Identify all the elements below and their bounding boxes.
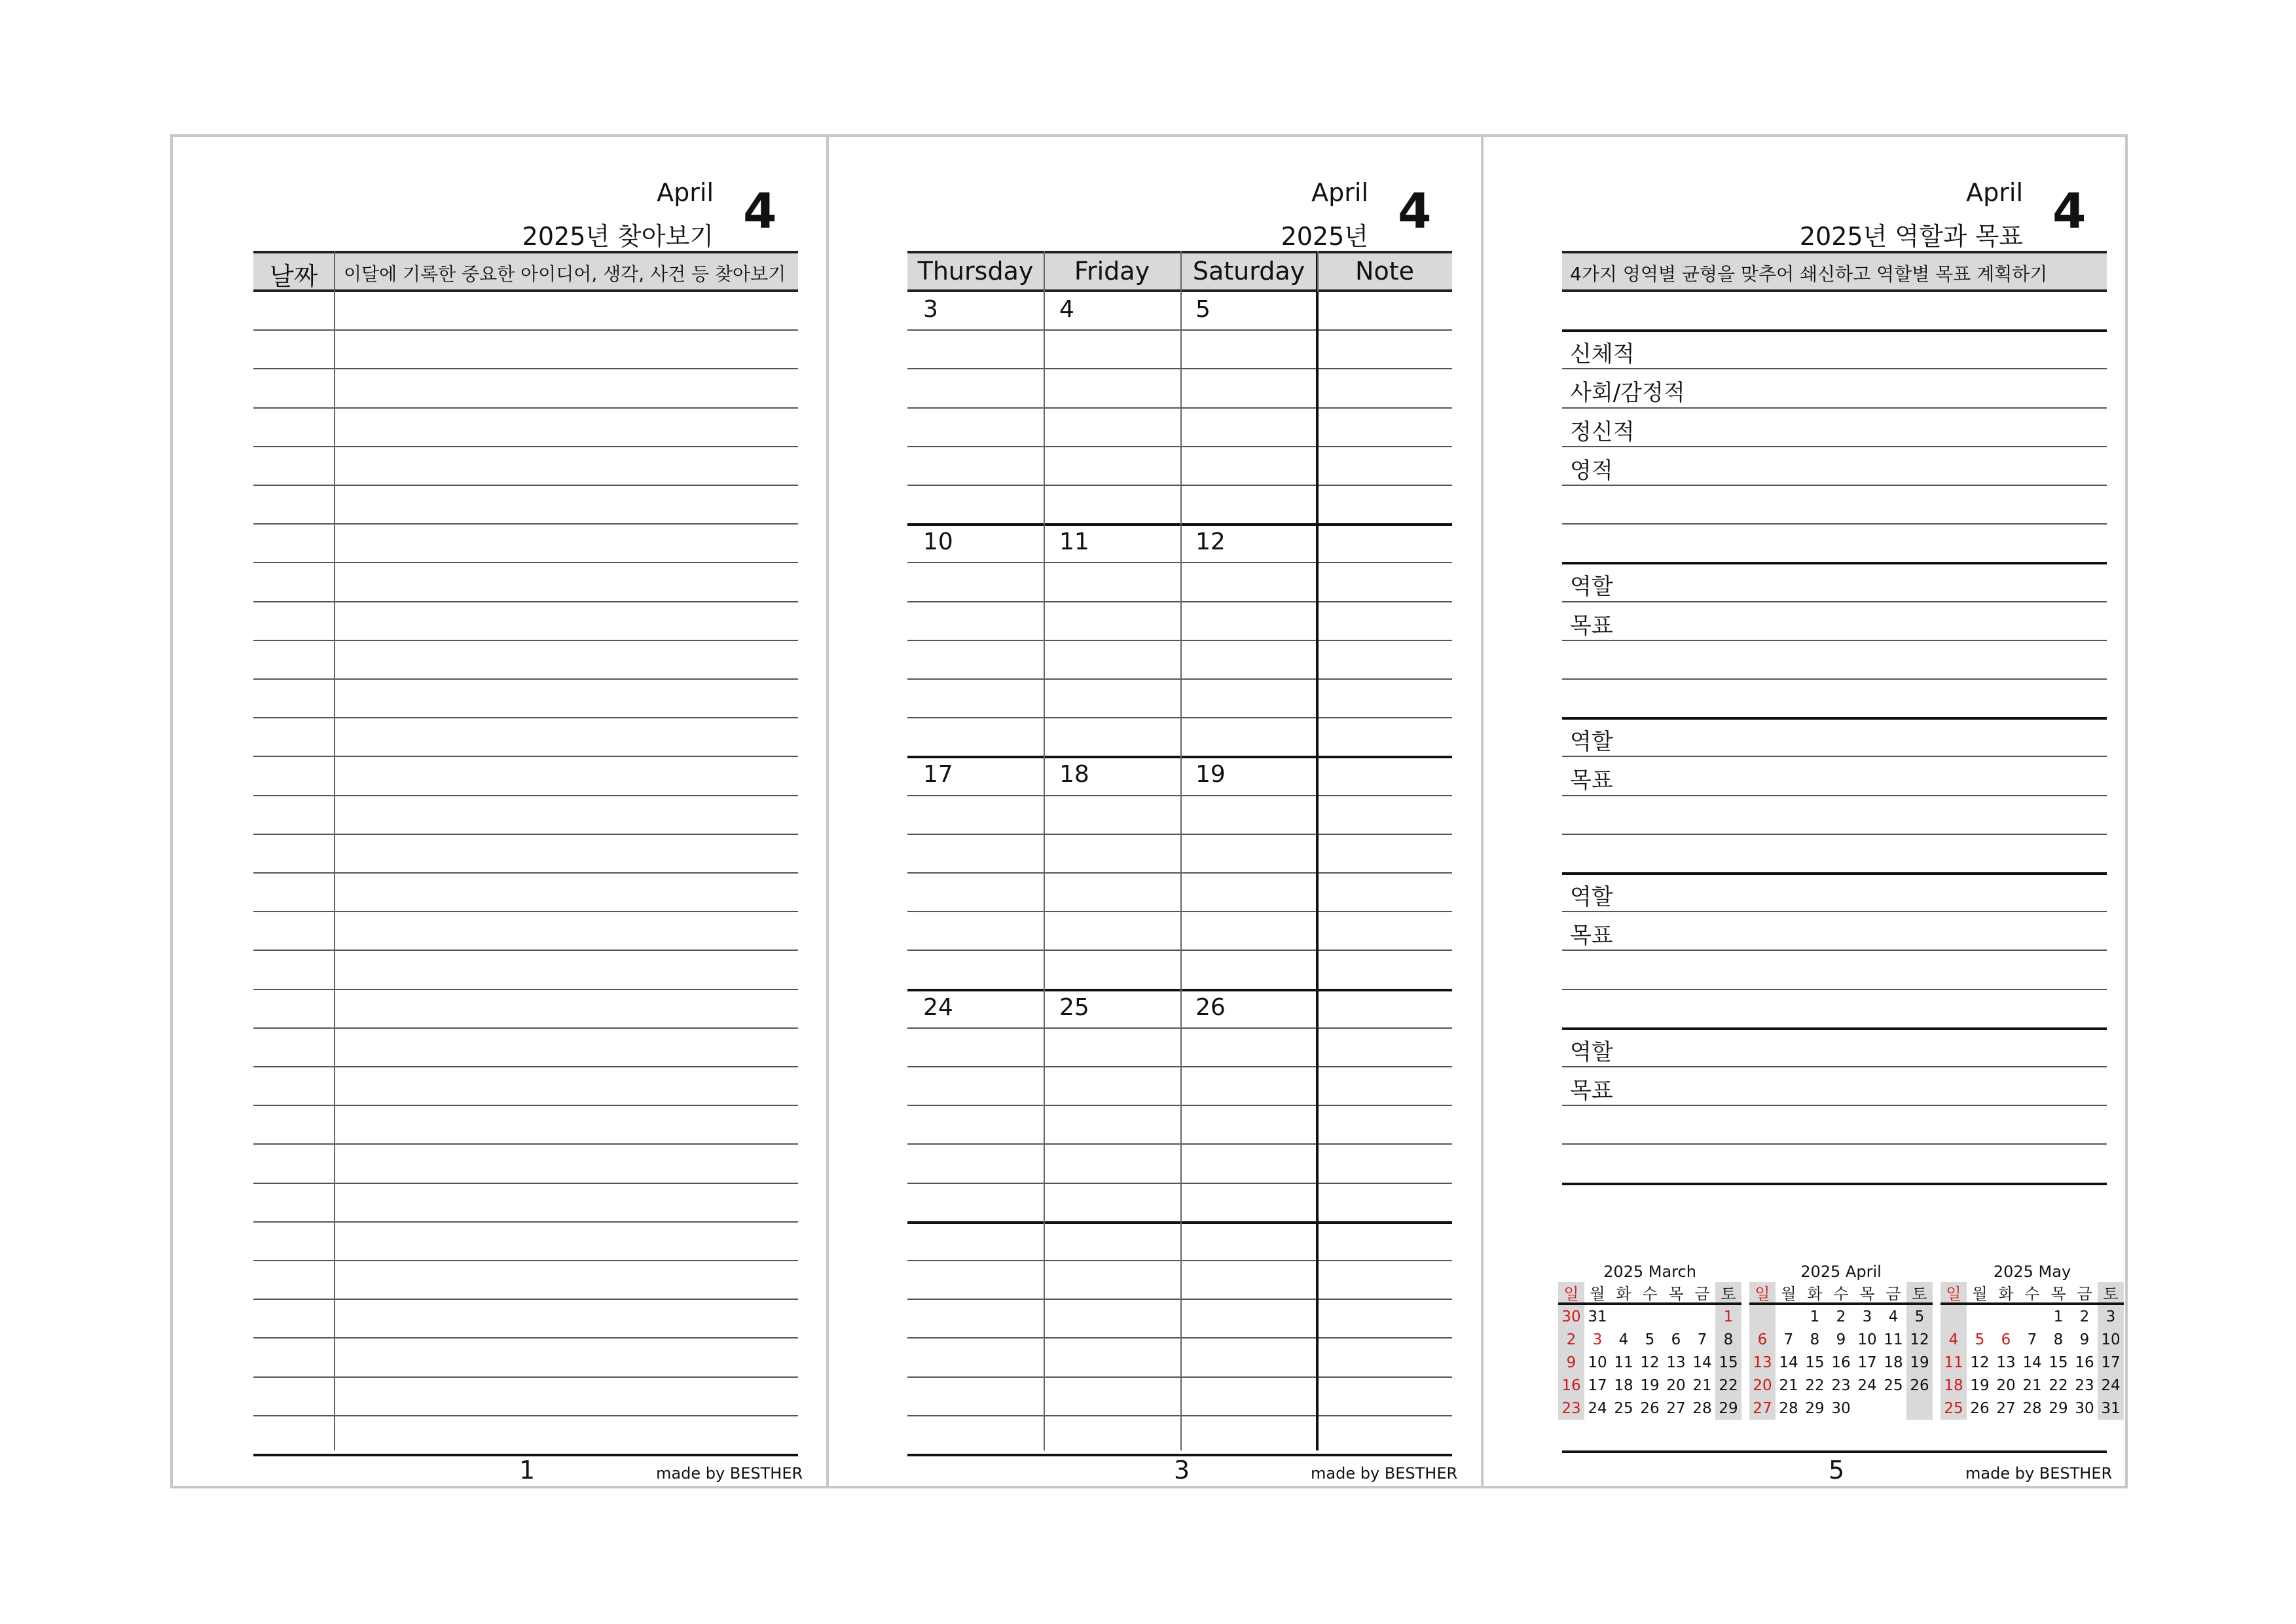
month-name: April <box>1311 178 1368 207</box>
calendar-day: 6 <box>1671 1331 1681 1348</box>
row-line <box>907 601 1452 602</box>
row-line <box>907 407 1452 409</box>
row-line <box>907 1143 1452 1145</box>
calendar-day <box>1967 1305 1993 1328</box>
calendar-day: 4 <box>1888 1308 1899 1325</box>
weekday-label: 월 <box>1584 1282 1611 1305</box>
calendar-day <box>1993 1305 2019 1328</box>
row-line <box>1562 795 2107 796</box>
row-line <box>907 1183 1452 1184</box>
row-line <box>1562 678 2107 680</box>
weekday-header-4: Note <box>1355 257 1414 286</box>
page-title: 2025년 <box>1281 222 1368 251</box>
weekday-label: 수 <box>2019 1282 2045 1305</box>
calendar-day <box>1906 1397 1933 1420</box>
calendar-day: 23 <box>1831 1376 1851 1394</box>
calendar-day: 27 <box>1666 1399 1686 1417</box>
calendar-day <box>1941 1305 1967 1328</box>
calendar-day: 8 <box>1810 1331 1820 1348</box>
row-line <box>907 640 1452 641</box>
calendar-day <box>1776 1305 1802 1328</box>
calendar-day: 16 <box>1558 1374 1584 1397</box>
row-line <box>1562 834 2107 835</box>
page-divider <box>826 134 829 1488</box>
month-name: April <box>1966 178 2023 207</box>
goals-header-text: 4가지 영역별 균형을 맞추어 쇄신하고 역할별 목표 계획하기 <box>1570 263 2048 285</box>
goal-label: 목표 <box>1570 767 1613 794</box>
calendar-day: 31 <box>1588 1308 1607 1325</box>
row-line <box>907 1337 1452 1338</box>
date-number: 11 <box>1059 528 1089 555</box>
calendar-day: 23 <box>1558 1397 1584 1420</box>
calendar-day <box>2019 1305 2045 1328</box>
calendar-day: 6 <box>2001 1331 2011 1348</box>
weekday-label: 일 <box>1558 1282 1584 1305</box>
calendar-day: 23 <box>2075 1376 2094 1394</box>
calendar-day: 27 <box>1749 1397 1776 1420</box>
row-line <box>907 485 1452 486</box>
calendar-day: 7 <box>1783 1331 1794 1348</box>
calendar-day: 16 <box>1831 1354 1851 1371</box>
section-rule <box>1562 717 2107 720</box>
row-line <box>907 1260 1452 1261</box>
row-line <box>1562 601 2107 602</box>
calendar-day: 22 <box>1715 1374 1741 1397</box>
date-number: 4 <box>1059 296 1074 323</box>
mini-calendar-grid <box>1558 1282 1741 1420</box>
calendar-day: 11 <box>1614 1354 1633 1371</box>
goal-label: 목표 <box>1570 613 1613 639</box>
note-column-divider <box>1316 251 1319 1450</box>
row-line <box>1562 1143 2107 1145</box>
calendar-day: 1 <box>2053 1308 2064 1325</box>
calendar-day: 17 <box>1857 1354 1877 1371</box>
date-column-header: 날짜 <box>270 262 318 291</box>
calendar-day: 14 <box>1779 1354 1798 1371</box>
calendar-day: 28 <box>1692 1399 1712 1417</box>
role-label: 역할 <box>1570 574 1613 600</box>
day-column-divider <box>1044 251 1045 1450</box>
row-line <box>907 1066 1452 1067</box>
date-number: 18 <box>1059 761 1089 788</box>
calendar-day: 29 <box>1805 1399 1825 1417</box>
calendar-day: 12 <box>1970 1354 1990 1371</box>
role-label: 역할 <box>1570 884 1613 910</box>
weekday-label: 화 <box>1611 1282 1637 1305</box>
calendar-day: 18 <box>1941 1374 1967 1397</box>
calendar-day: 24 <box>2098 1374 2124 1397</box>
calendar-day: 22 <box>1805 1376 1825 1394</box>
role-label: 역할 <box>1570 1039 1613 1065</box>
mini-calendar-title: 2025 March <box>1603 1263 1696 1281</box>
row-line <box>907 329 1452 331</box>
page-title: 2025년 찾아보기 <box>522 222 714 251</box>
row-line <box>907 1027 1452 1029</box>
row-line <box>907 1376 1452 1378</box>
calendar-day: 7 <box>1697 1331 1707 1348</box>
calendar-day: 15 <box>1805 1354 1825 1371</box>
calendar-day: 27 <box>1996 1399 2016 1417</box>
calendar-day: 26 <box>1640 1399 1660 1417</box>
calendar-day: 6 <box>1749 1328 1776 1351</box>
calendar-day: 13 <box>1996 1354 2016 1371</box>
area-label: 사회/감정적 <box>1570 380 1685 406</box>
calendar-day: 30 <box>1558 1305 1584 1328</box>
calendar-day: 12 <box>1906 1328 1933 1351</box>
weekday-label: 목 <box>1854 1282 1880 1305</box>
calendar-day: 8 <box>2053 1331 2064 1348</box>
mini-calendar-grid <box>1941 1282 2124 1420</box>
weekday-header-3: Saturday <box>1192 257 1305 286</box>
calendar-day: 2 <box>1836 1308 1846 1325</box>
row-line <box>1562 950 2107 951</box>
section-rule <box>1562 329 2107 332</box>
calendar-day: 9 <box>1558 1351 1584 1374</box>
calendar-day: 30 <box>1831 1399 1851 1417</box>
weekday-label: 월 <box>1776 1282 1802 1305</box>
header-divider <box>1317 251 1319 292</box>
made-by: made by BESTHER <box>656 1464 803 1483</box>
bottom-rule <box>1562 1450 2107 1453</box>
weekday-label: 토 <box>1715 1282 1741 1305</box>
page-number: 5 <box>1829 1456 1845 1485</box>
calendar-day: 20 <box>1749 1374 1776 1397</box>
calendar-day: 21 <box>1779 1376 1798 1394</box>
role-label: 역할 <box>1570 729 1613 755</box>
weekday-label: 목 <box>1663 1282 1689 1305</box>
mini-calendar-title: 2025 April <box>1800 1263 1882 1281</box>
weekday-label: 토 <box>2098 1282 2124 1305</box>
month-name: April <box>657 178 714 207</box>
calendar-day: 25 <box>1941 1397 1967 1420</box>
calendar-day: 29 <box>1715 1397 1741 1420</box>
month-number: 4 <box>2052 183 2086 240</box>
row-line <box>1562 485 2107 486</box>
row-line <box>907 950 1452 951</box>
row-line <box>907 1299 1452 1300</box>
row-line <box>1562 523 2107 525</box>
calendar-day: 1 <box>1810 1308 1820 1325</box>
calendar-day: 15 <box>1715 1351 1741 1374</box>
calendar-day <box>1854 1397 1880 1420</box>
calendar-day: 20 <box>1666 1376 1686 1394</box>
calendar-day: 3 <box>1862 1308 1872 1325</box>
calendar-day: 13 <box>1749 1351 1776 1374</box>
date-number: 26 <box>1195 994 1226 1021</box>
calendar-day: 7 <box>2027 1331 2037 1348</box>
week-separator <box>907 989 1452 991</box>
page-number: 3 <box>1174 1456 1190 1485</box>
calendar-day <box>1637 1305 1663 1328</box>
calendar-day: 3 <box>2098 1305 2124 1328</box>
calendar-day: 11 <box>1941 1351 1967 1374</box>
calendar-day: 13 <box>1666 1354 1686 1371</box>
month-number: 4 <box>1398 183 1432 240</box>
weekday-label: 일 <box>1749 1282 1776 1305</box>
calendar-day: 3 <box>1592 1331 1603 1348</box>
row-line <box>907 872 1452 874</box>
calendar-day: 24 <box>1857 1376 1877 1394</box>
section-rule <box>1562 562 2107 564</box>
calendar-day: 5 <box>1906 1305 1933 1328</box>
calendar-day: 25 <box>1614 1399 1633 1417</box>
calendar-day: 20 <box>1996 1376 2016 1394</box>
calendar-day: 2 <box>1558 1328 1584 1351</box>
weekday-header-2: Friday <box>1074 257 1150 286</box>
row-line <box>1562 446 2107 447</box>
row-line <box>907 795 1452 796</box>
weekday-label: 일 <box>1941 1282 1967 1305</box>
calendar-day: 14 <box>2022 1354 2042 1371</box>
calendar-day: 15 <box>2049 1354 2068 1371</box>
row-line <box>907 1105 1452 1106</box>
month-number: 4 <box>743 183 777 240</box>
date-column-divider <box>334 251 335 1450</box>
calendar-day: 8 <box>1715 1328 1741 1351</box>
calendar-day: 28 <box>2022 1399 2042 1417</box>
calendar-day <box>1611 1305 1637 1328</box>
row-line <box>907 834 1452 835</box>
made-by: made by BESTHER <box>1965 1464 2113 1483</box>
calendar-day: 19 <box>1970 1376 1990 1394</box>
row-line <box>907 678 1452 680</box>
calendar-day: 21 <box>2022 1376 2042 1394</box>
calendar-day: 17 <box>2098 1351 2124 1374</box>
calendar-day: 17 <box>1588 1376 1607 1394</box>
calendar-day <box>1689 1305 1715 1328</box>
section-rule <box>1562 872 2107 875</box>
date-number: 10 <box>923 528 953 555</box>
weekday-label: 목 <box>2045 1282 2071 1305</box>
mini-calendar-grid <box>1749 1282 1933 1420</box>
row-line <box>907 717 1452 718</box>
weekday-label: 수 <box>1637 1282 1663 1305</box>
date-number: 12 <box>1195 528 1226 555</box>
weekday-label: 금 <box>1689 1282 1715 1305</box>
calendar-day <box>1749 1305 1776 1328</box>
calendar-day: 19 <box>1906 1351 1933 1374</box>
week-separator <box>907 523 1452 526</box>
section-rule <box>1562 1027 2107 1030</box>
row-line <box>1562 756 2107 757</box>
calendar-day: 21 <box>1692 1376 1712 1394</box>
calendar-day: 30 <box>2075 1399 2094 1417</box>
calendar-day: 22 <box>2049 1376 2068 1394</box>
calendar-day: 28 <box>1779 1399 1798 1417</box>
date-number: 19 <box>1195 761 1226 788</box>
day-column-divider <box>1180 251 1182 1450</box>
weekday-label: 토 <box>1906 1282 1933 1305</box>
calendar-day: 10 <box>2098 1328 2124 1351</box>
calendar-day: 31 <box>2098 1397 2124 1420</box>
weekday-header-1: Thursday <box>917 257 1034 286</box>
area-label: 영적 <box>1570 458 1613 484</box>
date-number: 24 <box>923 994 953 1021</box>
row-line <box>907 1415 1452 1416</box>
page-number: 1 <box>519 1456 536 1485</box>
description-column-header: 이달에 기록한 중요한 아이디어, 생각, 사건 등 찾아보기 <box>344 263 786 285</box>
calendar-day: 18 <box>1614 1376 1633 1394</box>
date-number: 25 <box>1059 994 1089 1021</box>
calendar-day: 4 <box>1618 1331 1629 1348</box>
calendar-day <box>1663 1305 1689 1328</box>
calendar-day: 14 <box>1692 1354 1712 1371</box>
calendar-day: 11 <box>1884 1331 1903 1348</box>
calendar-day: 4 <box>1941 1328 1967 1351</box>
weekday-label: 금 <box>2071 1282 2098 1305</box>
calendar-day: 9 <box>2079 1331 2090 1348</box>
row-line <box>1562 640 2107 641</box>
made-by: made by BESTHER <box>1311 1464 1458 1483</box>
calendar-day: 1 <box>1715 1305 1741 1328</box>
goal-label: 목표 <box>1570 923 1613 949</box>
row-line <box>1562 1105 2107 1106</box>
page-title: 2025년 역할과 목표 <box>1799 222 2023 251</box>
weekday-label: 화 <box>1802 1282 1828 1305</box>
weekday-label: 월 <box>1967 1282 1993 1305</box>
header-divider <box>1180 251 1182 292</box>
calendar-day <box>1880 1397 1906 1420</box>
row-line <box>1562 407 2107 409</box>
calendar-day: 26 <box>1906 1374 1933 1397</box>
calendar-day: 26 <box>1970 1399 1990 1417</box>
weekday-label: 화 <box>1993 1282 2019 1305</box>
calendar-day: 16 <box>2075 1354 2094 1371</box>
mini-calendar-title: 2025 May <box>1993 1263 2071 1281</box>
date-number: 3 <box>923 296 938 323</box>
section-rule <box>1562 1183 2107 1185</box>
row-line <box>1562 989 2107 990</box>
weekday-label: 수 <box>1828 1282 1854 1305</box>
row-line <box>1562 1066 2107 1067</box>
goal-label: 목표 <box>1570 1078 1613 1104</box>
date-number: 5 <box>1195 296 1211 323</box>
header-divider <box>1044 251 1045 292</box>
row-line <box>907 562 1452 563</box>
area-label: 신체적 <box>1570 341 1635 367</box>
calendar-day: 18 <box>1884 1354 1903 1371</box>
calendar-day: 10 <box>1857 1331 1877 1348</box>
calendar-day: 10 <box>1588 1354 1607 1371</box>
calendar-day: 25 <box>1884 1376 1903 1394</box>
calendar-day: 2 <box>2079 1308 2090 1325</box>
page-divider <box>1481 134 1484 1488</box>
calendar-day: 9 <box>1836 1331 1846 1348</box>
calendar-day: 5 <box>1645 1331 1655 1348</box>
calendar-day: 24 <box>1588 1399 1607 1417</box>
row-line <box>1562 368 2107 369</box>
weekday-label: 금 <box>1880 1282 1906 1305</box>
calendar-day: 29 <box>2049 1399 2068 1417</box>
week-separator <box>907 756 1452 758</box>
row-line <box>907 446 1452 447</box>
row-line <box>907 368 1452 369</box>
calendar-day: 12 <box>1640 1354 1660 1371</box>
calendar-day: 5 <box>1975 1331 1985 1348</box>
calendar-day: 19 <box>1640 1376 1660 1394</box>
row-line <box>1562 911 2107 912</box>
week-separator <box>907 1221 1452 1224</box>
area-label: 정신적 <box>1570 419 1635 445</box>
row-line <box>907 911 1452 912</box>
date-number: 17 <box>923 761 953 788</box>
